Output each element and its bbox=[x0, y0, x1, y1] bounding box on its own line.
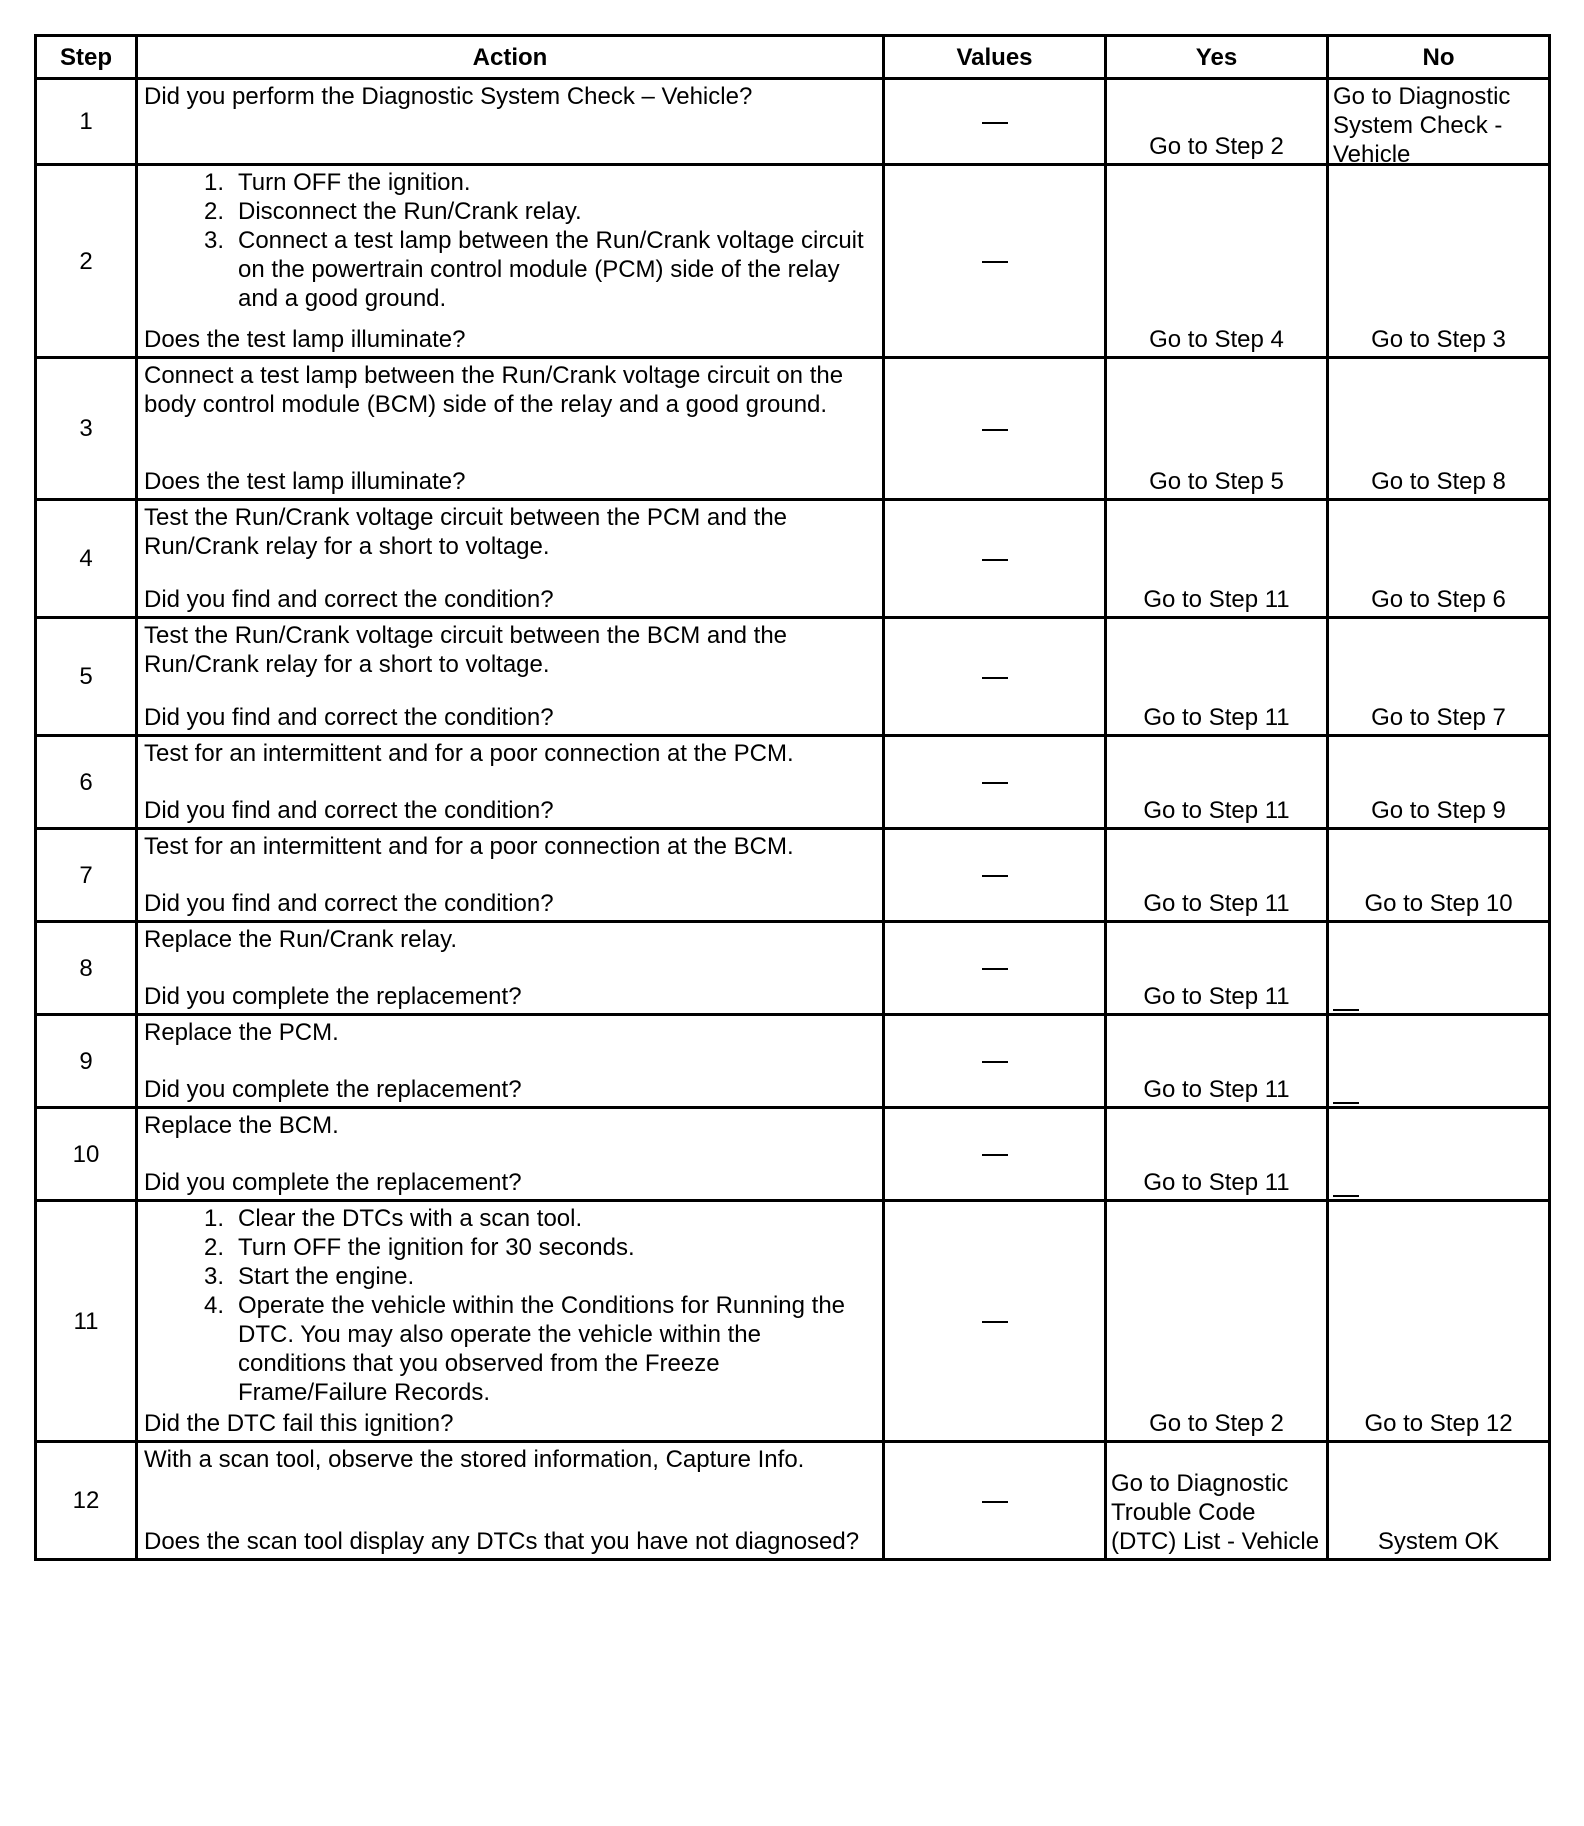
action-step-number: 1. bbox=[203, 1205, 224, 1232]
no-outcome: Go to Step 10 bbox=[1364, 890, 1513, 917]
values-cell bbox=[884, 829, 1106, 922]
action-intro: Replace the PCM. bbox=[144, 1019, 339, 1046]
no-outcome bbox=[1329, 1016, 1548, 1106]
action-step-item bbox=[144, 168, 876, 197]
action-step-item bbox=[144, 1291, 876, 1407]
action-cell bbox=[137, 736, 884, 829]
action-cell bbox=[137, 1442, 884, 1560]
no-cell bbox=[1328, 922, 1550, 1015]
dash-mark bbox=[982, 429, 1008, 431]
action-content bbox=[138, 1443, 882, 1558]
action-question: Did you find and correct the condition? bbox=[144, 586, 554, 613]
no-outcome: Go to Step 8 bbox=[1371, 468, 1506, 495]
yes-cell bbox=[1106, 500, 1328, 618]
yes-cell bbox=[1106, 1015, 1328, 1108]
action-question: Did the DTC fail this ignition? bbox=[144, 1410, 454, 1437]
table-row bbox=[36, 1201, 1550, 1442]
action-step-number: 2. bbox=[203, 198, 224, 225]
no-outcome: Go to Step 7 bbox=[1371, 704, 1506, 731]
table-row bbox=[36, 1015, 1550, 1108]
no-cell bbox=[1328, 829, 1550, 922]
action-cell bbox=[137, 500, 884, 618]
action-intro: Test for an intermittent and for a poor connection at the BCM. bbox=[144, 833, 794, 860]
table-row bbox=[36, 736, 1550, 829]
action-question: Did you complete the replacement? bbox=[144, 1169, 522, 1196]
action-step-text: Operate the vehicle within the Conditions for Running the DTC. You may also operate the vehicle within the conditions that you observed from the Freeze Frame/Failure Records. bbox=[238, 1292, 846, 1406]
values-cell bbox=[884, 358, 1106, 500]
action-cell bbox=[137, 618, 884, 736]
yes-cell bbox=[1106, 165, 1328, 358]
step-number: 11 bbox=[36, 1201, 137, 1442]
no-outcome: Go to Step 9 bbox=[1371, 797, 1506, 824]
no-cell bbox=[1328, 165, 1550, 358]
action-instructions bbox=[144, 1111, 876, 1140]
no-cell bbox=[1328, 1015, 1550, 1108]
values-cell bbox=[884, 500, 1106, 618]
action-content bbox=[138, 501, 882, 616]
dash-mark bbox=[982, 1061, 1008, 1063]
dash-mark bbox=[982, 559, 1008, 561]
action-step-number: 3. bbox=[203, 227, 224, 254]
no-outcome bbox=[1329, 923, 1548, 1013]
dash-mark bbox=[982, 968, 1008, 970]
dash-mark bbox=[1333, 1102, 1359, 1104]
action-cell bbox=[137, 165, 884, 358]
no-cell bbox=[1328, 358, 1550, 500]
dash-mark bbox=[1333, 1195, 1359, 1197]
action-cell bbox=[137, 922, 884, 1015]
no-outcome: Go to Step 3 bbox=[1371, 326, 1506, 353]
no-cell bbox=[1328, 736, 1550, 829]
action-step-item bbox=[144, 1204, 876, 1233]
dash-mark bbox=[982, 875, 1008, 877]
action-question: Did you complete the replacement? bbox=[144, 983, 522, 1010]
table-body bbox=[36, 79, 1550, 1560]
action-step-text: Turn OFF the ignition for 30 seconds. bbox=[238, 1234, 635, 1261]
action-intro: Did you perform the Diagnostic System Check – Vehicle? bbox=[144, 83, 753, 110]
action-step-text: Start the engine. bbox=[238, 1263, 415, 1290]
step-number: 5 bbox=[36, 618, 137, 736]
dash-mark bbox=[982, 261, 1008, 263]
step-number: 9 bbox=[36, 1015, 137, 1108]
action-step-number: 4. bbox=[203, 1292, 224, 1319]
yes-cell bbox=[1106, 1108, 1328, 1201]
header-row bbox=[36, 36, 1550, 79]
table-row bbox=[36, 165, 1550, 358]
action-step-number: 1. bbox=[203, 169, 224, 196]
action-step-number: 3. bbox=[203, 1263, 224, 1290]
action-step-text: Turn OFF the ignition. bbox=[238, 169, 471, 196]
action-content bbox=[138, 80, 882, 163]
step-number: 4 bbox=[36, 500, 137, 618]
dash-mark bbox=[1333, 1009, 1359, 1011]
action-instructions bbox=[144, 925, 876, 954]
action-steps-list bbox=[144, 168, 876, 313]
step-number: 10 bbox=[36, 1108, 137, 1201]
yes-cell bbox=[1106, 1201, 1328, 1442]
action-step-text: Connect a test lamp between the Run/Crank voltage circuit on the powertrain control module (PCM) side of the relay and a good ground. bbox=[238, 227, 864, 312]
no-cell bbox=[1328, 500, 1550, 618]
action-cell bbox=[137, 1015, 884, 1108]
action-instructions bbox=[144, 503, 876, 561]
yes-outcome: Go to Step 11 bbox=[1143, 983, 1290, 1010]
action-cell bbox=[137, 1201, 884, 1442]
yes-outcome: Go to Step 11 bbox=[1143, 890, 1290, 917]
values-cell bbox=[884, 165, 1106, 358]
step-number: 8 bbox=[36, 922, 137, 1015]
yes-outcome: Go to Step 2 bbox=[1149, 1410, 1284, 1437]
step-number: 2 bbox=[36, 165, 137, 358]
action-step-text: Clear the DTCs with a scan tool. bbox=[238, 1205, 583, 1232]
action-intro: Connect a test lamp between the Run/Crank voltage circuit on the body control module (BCM) side of the relay and a good ground. bbox=[144, 362, 844, 418]
action-step-item bbox=[144, 226, 876, 313]
action-content bbox=[138, 166, 882, 356]
action-content bbox=[138, 359, 882, 498]
action-step-text: Disconnect the Run/Crank relay. bbox=[238, 198, 582, 225]
action-question: Did you find and correct the condition? bbox=[144, 797, 554, 824]
table-row bbox=[36, 358, 1550, 500]
yes-cell bbox=[1106, 79, 1328, 165]
action-content bbox=[138, 1109, 882, 1199]
table-row bbox=[36, 618, 1550, 736]
action-instructions bbox=[144, 832, 876, 861]
no-outcome bbox=[1329, 1109, 1548, 1199]
action-instructions bbox=[144, 168, 876, 313]
yes-cell bbox=[1106, 736, 1328, 829]
action-intro: With a scan tool, observe the stored information, Capture Info. bbox=[144, 1446, 805, 1473]
action-question: Did you complete the replacement? bbox=[144, 1076, 522, 1103]
yes-cell bbox=[1106, 358, 1328, 500]
action-question: Does the scan tool display any DTCs that you have not diagnosed? bbox=[144, 1528, 860, 1555]
dash-mark bbox=[982, 1154, 1008, 1156]
yes-outcome: Go to Step 11 bbox=[1143, 797, 1290, 824]
no-outcome: Go to Step 6 bbox=[1371, 586, 1506, 613]
yes-outcome: Go to Diagnostic Trouble Code (DTC) List - Vehicle bbox=[1111, 1470, 1320, 1555]
no-outcome: System OK bbox=[1377, 1528, 1500, 1555]
action-question: Does the test lamp illuminate? bbox=[144, 326, 466, 353]
action-intro: Replace the Run/Crank relay. bbox=[144, 926, 458, 953]
table-row bbox=[36, 500, 1550, 618]
header-no: No bbox=[1328, 36, 1550, 79]
action-cell bbox=[137, 829, 884, 922]
values-cell bbox=[884, 1201, 1106, 1442]
no-outcome: Go to Step 12 bbox=[1364, 1410, 1513, 1437]
yes-outcome: Go to Step 2 bbox=[1149, 133, 1284, 160]
action-instructions bbox=[144, 361, 876, 419]
values-cell bbox=[884, 922, 1106, 1015]
no-cell bbox=[1328, 618, 1550, 736]
header-yes: Yes bbox=[1106, 36, 1328, 79]
table-row bbox=[36, 1442, 1550, 1560]
action-step-number: 2. bbox=[203, 1234, 224, 1261]
action-intro: Test for an intermittent and for a poor connection at the PCM. bbox=[144, 740, 794, 767]
diagnostic-table bbox=[34, 34, 1551, 1561]
header-action: Action bbox=[137, 36, 884, 79]
action-instructions bbox=[144, 1445, 876, 1474]
yes-outcome: Go to Step 11 bbox=[1143, 1076, 1290, 1103]
action-instructions bbox=[144, 1018, 876, 1047]
step-number: 6 bbox=[36, 736, 137, 829]
step-number: 3 bbox=[36, 358, 137, 500]
no-cell bbox=[1328, 1442, 1550, 1560]
step-number: 7 bbox=[36, 829, 137, 922]
yes-outcome: Go to Step 5 bbox=[1149, 468, 1284, 495]
dash-mark bbox=[982, 1501, 1008, 1503]
action-instructions bbox=[144, 82, 876, 111]
action-instructions bbox=[144, 621, 876, 679]
values-cell bbox=[884, 79, 1106, 165]
values-cell bbox=[884, 736, 1106, 829]
action-steps-list bbox=[144, 1204, 876, 1407]
action-question: Did you find and correct the condition? bbox=[144, 704, 554, 731]
values-cell bbox=[884, 1015, 1106, 1108]
action-content bbox=[138, 923, 882, 1013]
action-content bbox=[138, 737, 882, 827]
no-cell bbox=[1328, 1201, 1550, 1442]
action-step-item bbox=[144, 197, 876, 226]
table-row bbox=[36, 79, 1550, 165]
values-cell bbox=[884, 618, 1106, 736]
action-instructions bbox=[144, 739, 876, 768]
yes-cell bbox=[1106, 829, 1328, 922]
dash-mark bbox=[982, 782, 1008, 784]
yes-cell bbox=[1106, 922, 1328, 1015]
action-intro: Test the Run/Crank voltage circuit between the BCM and the Run/Crank relay for a short to voltage. bbox=[144, 622, 788, 678]
dash-mark bbox=[982, 122, 1008, 124]
header-values: Values bbox=[884, 36, 1106, 79]
action-intro: Replace the BCM. bbox=[144, 1112, 339, 1139]
action-content bbox=[138, 1016, 882, 1106]
no-outcome: Go to Diagnostic System Check - Vehicle bbox=[1333, 83, 1511, 168]
yes-outcome: Go to Step 4 bbox=[1149, 326, 1284, 353]
values-cell bbox=[884, 1108, 1106, 1201]
action-step-item bbox=[144, 1233, 876, 1262]
values-cell bbox=[884, 1442, 1106, 1560]
action-step-item bbox=[144, 1262, 876, 1291]
yes-outcome: Go to Step 11 bbox=[1143, 1169, 1290, 1196]
action-question: Does the test lamp illuminate? bbox=[144, 468, 466, 495]
table-row bbox=[36, 922, 1550, 1015]
no-cell bbox=[1328, 79, 1550, 168]
action-instructions bbox=[144, 1204, 876, 1407]
yes-cell bbox=[1106, 618, 1328, 736]
yes-outcome: Go to Step 11 bbox=[1143, 586, 1290, 613]
yes-cell bbox=[1106, 1442, 1328, 1560]
no-cell bbox=[1328, 1108, 1550, 1201]
dash-mark bbox=[982, 1321, 1008, 1323]
action-cell bbox=[137, 79, 884, 165]
step-number: 12 bbox=[36, 1442, 137, 1560]
header-step: Step bbox=[36, 36, 137, 79]
yes-outcome: Go to Step 11 bbox=[1143, 704, 1290, 731]
action-content bbox=[138, 619, 882, 734]
action-question: Did you find and correct the condition? bbox=[144, 890, 554, 917]
action-intro: Test the Run/Crank voltage circuit between the PCM and the Run/Crank relay for a short to voltage. bbox=[144, 504, 788, 560]
action-content bbox=[138, 1202, 882, 1440]
dash-mark bbox=[982, 677, 1008, 679]
table-row bbox=[36, 829, 1550, 922]
action-cell bbox=[137, 358, 884, 500]
action-content bbox=[138, 830, 882, 920]
table-row bbox=[36, 1108, 1550, 1201]
step-number: 1 bbox=[36, 79, 137, 165]
action-cell bbox=[137, 1108, 884, 1201]
